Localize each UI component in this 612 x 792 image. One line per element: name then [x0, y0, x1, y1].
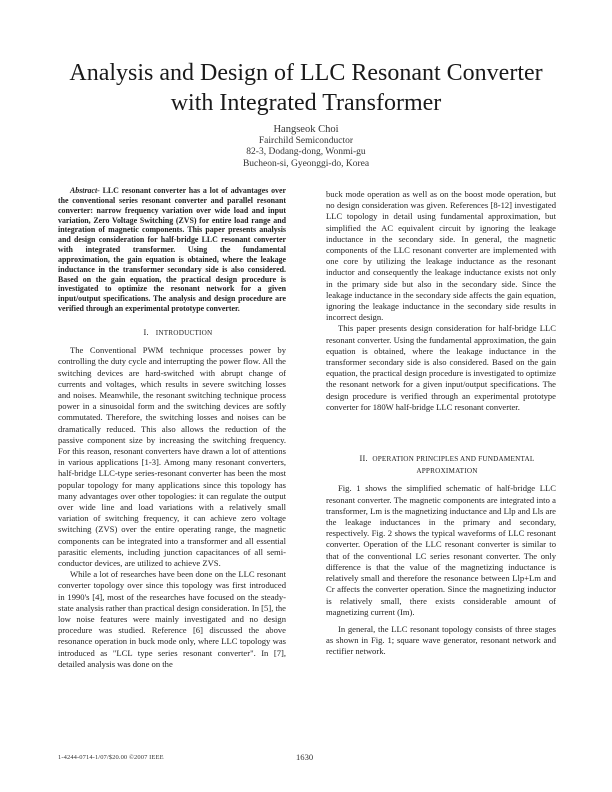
footer-page-number: 1630 [296, 752, 314, 762]
section-1-number: I. [143, 327, 149, 337]
author-affiliation: Fairchild Semiconductor [258, 135, 354, 146]
author-address-2: Bucheon-si, Gyeonggi-do, Korea [242, 158, 370, 169]
section-2-paragraph-2: In general, the LLC resonant topology consists of three stages as shown in Fig. 1; square wave generator, resonant network and rectifier network. [326, 623, 556, 657]
left-column [58, 186, 286, 670]
author-block [150, 124, 462, 170]
abstract [58, 186, 286, 314]
author-name: Hangseok Choi [273, 124, 339, 135]
section-2-heading [326, 453, 556, 465]
section-2-number: II. [359, 454, 368, 464]
title-line-1: Analysis and Design of LLC Resonant Converter [69, 60, 543, 86]
paper-title [0, 58, 612, 118]
section-2-title-line-2: APPROXIMATION [416, 467, 478, 476]
section-1-heading [58, 327, 286, 339]
footer-copyright: 1-4244-0714-1/07/$20.00 ©2007 IEEE [58, 754, 164, 761]
right-column [326, 189, 556, 658]
section-2-title-line-2-wrap [326, 465, 556, 477]
right-paragraph-2: This paper presents design consideration for half-bridge LLC resonant converter. Using the fundamental approximation, the gain equation is obtained, where the leakage inductance in the transformer secondary side is also considered. Based on the gain equation, the practical design procedure is investigated to optimize the resonant network for a given input/output specifications. The design procedure is verified through an experimental prototype converter for 180W half-bridge LLC resonant converter. [326, 323, 556, 412]
abstract-label: Abstract- [70, 186, 100, 195]
intro-paragraph-2: While a lot of researches have been done on the LLC resonant converter topology over since this topology was first introduced in 1990's [4], most of the researches have focused on the steady-state analysis rather than practical design consideration. In [5], the low noise features were mainly investigated and no design procedure was studied. Reference [6] discussed the above resonance operation in buck mode only, where LLC topology was introduced as "LCL type series resonant converter". In [7], detailed analysis was done on the [58, 569, 286, 669]
abstract-text: LLC resonant converter has a lot of advantages over the conventional series resonant converter and parallel resonant converter: narrow frequency variation over wide load and input variation, Zero Voltage Switching (ZVS) for entire load range and integration of magnetic components. This paper presents analysis and design consideration for half-bridge LLC resonant converter with integrated transformer. Using the fundamental approximation, the gain equation is obtained, where the leakage inductance in the transformer secondary side is also considered. Based on the gain equation, the practical design procedure is investigated to optimize the resonant network for a given input/output specifications. The analysis and design procedure are verified through an experimental prototype converter. [58, 186, 286, 314]
section-2-title-line-1: OPERATION PRINCIPLES AND FUNDAMENTAL [372, 455, 535, 464]
right-paragraph-1: buck mode operation as well as on the boost mode operation, but no design consideration was given. References [8-12] investigated LLC topology in detail using fundamental approximation, but simplified the AC equivalent circuit by ignoring the leakage inductance in the secondary side. In general, the magnetic components of the LLC resonant converter are implemented with one core by utilizing the leakage inductance as the resonant inductor and consequently the leakage inductance exists not only in the primary side but also in the secondary side. Since the leakage inductance in the secondary side affects the gain equation, ignoring the leakage inductance in the secondary side results in incorrect design. [326, 189, 556, 323]
title-line-2: with Integrated Transformer [170, 90, 442, 116]
section-2-paragraph-1: Fig. 1 shows the simplified schematic of half-bridge LLC resonant converter. The magnetic components are integrated into a transformer, Lm is the magnetizing inductance and Llp and Lls are the leakage inductances in the primary and secondary, respectively. Fig. 2 shows the typical waveforms of LLC resonant converter. Operation of the LLC resonant converter is similar to that of the conventional LC series resonant converter. The only difference is that the value of the magnetizing inductance is relatively small and therefore the resonance between Llp+Lm and Cr affects the converter operation. Since the magnetizing inductor is relatively small, there exists considerable amount of magnetizing current (Im). [326, 483, 556, 617]
author-address-1: 82-3, Dodang-dong, Wonmi-gu [246, 147, 366, 157]
section-1-title: INTRODUCTION [155, 328, 213, 337]
intro-paragraph-1: The Conventional PWM technique processes power by controlling the duty cycle and interrupting the power flow. All the switching devices are hard-switched with abrupt change of currents and voltages, which results in severe switching losses and noises. Meanwhile, the resonant switching technique process power in a sinusoidal form and the switching devices are softly commutated. Therefore, the switching losses and noises can be dramatically reduced. This also allows the reduction of the passive component size by increasing the switching frequency. For this reason, resonant converters have drawn a lot of attentions in various applications [1-3]. Among many resonant converters, half-bridge LLC-type series-resonant converter has been the most popular topology for many applications since this topology has many advantages over other topologies: it can regulate the output over wide line and load variations with a relatively small variation of switching frequency, it can achieve zero voltage switching (ZVS) over the entire operating range, the magnetic components can be integrated into a transformer and all essential parasitic elements, including junction capacitances of all semi-conductor devices, are utilized to achieve ZVS. [58, 345, 286, 569]
